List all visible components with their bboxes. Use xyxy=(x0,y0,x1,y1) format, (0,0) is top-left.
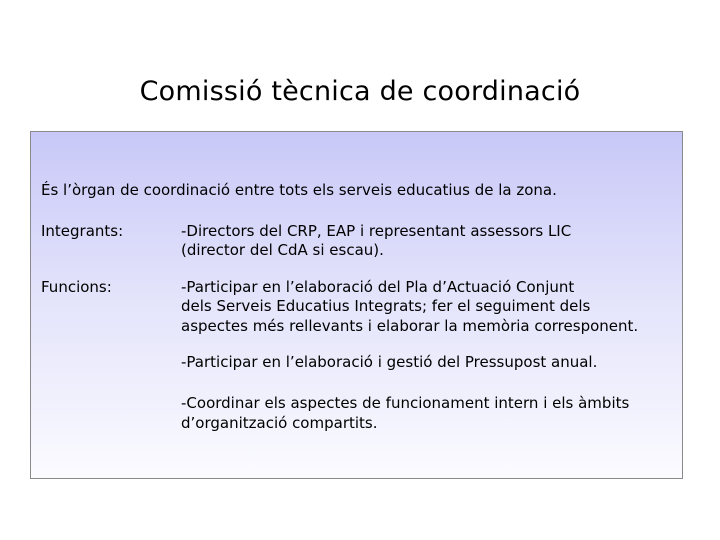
intro-text: És l’òrgan de coordinació entre tots els serveis educatius de la zona. xyxy=(41,181,557,199)
funcions-label: Funcions: xyxy=(41,278,112,296)
slide-title: Comissió tècnica de coordinació xyxy=(139,76,581,107)
integrants-line-2: (director del CdA si escau). xyxy=(181,241,384,259)
content-panel xyxy=(30,131,683,479)
funcions-item1-line-3: aspectes més rellevants i elaborar la memòria corresponent. xyxy=(181,317,639,335)
integrants-label: Integrants: xyxy=(41,222,124,240)
funcions-item1-line-1: -Participar en l’elaboració del Pla d’Actuació Conjunt xyxy=(181,278,575,296)
funcions-item2-line-1: -Participar en l’elaboració i gestió del Pressupost anual. xyxy=(181,353,598,371)
funcions-item3-line-2: d’organització compartits. xyxy=(181,414,378,432)
funcions-item1-line-2: dels Serveis Educatius Integrats; fer el seguiment dels xyxy=(181,297,591,315)
funcions-item3-line-1: -Coordinar els aspectes de funcionament intern i els àmbits xyxy=(181,394,630,412)
integrants-line-1: -Directors del CRP, EAP i representant assessors LIC xyxy=(181,222,572,240)
